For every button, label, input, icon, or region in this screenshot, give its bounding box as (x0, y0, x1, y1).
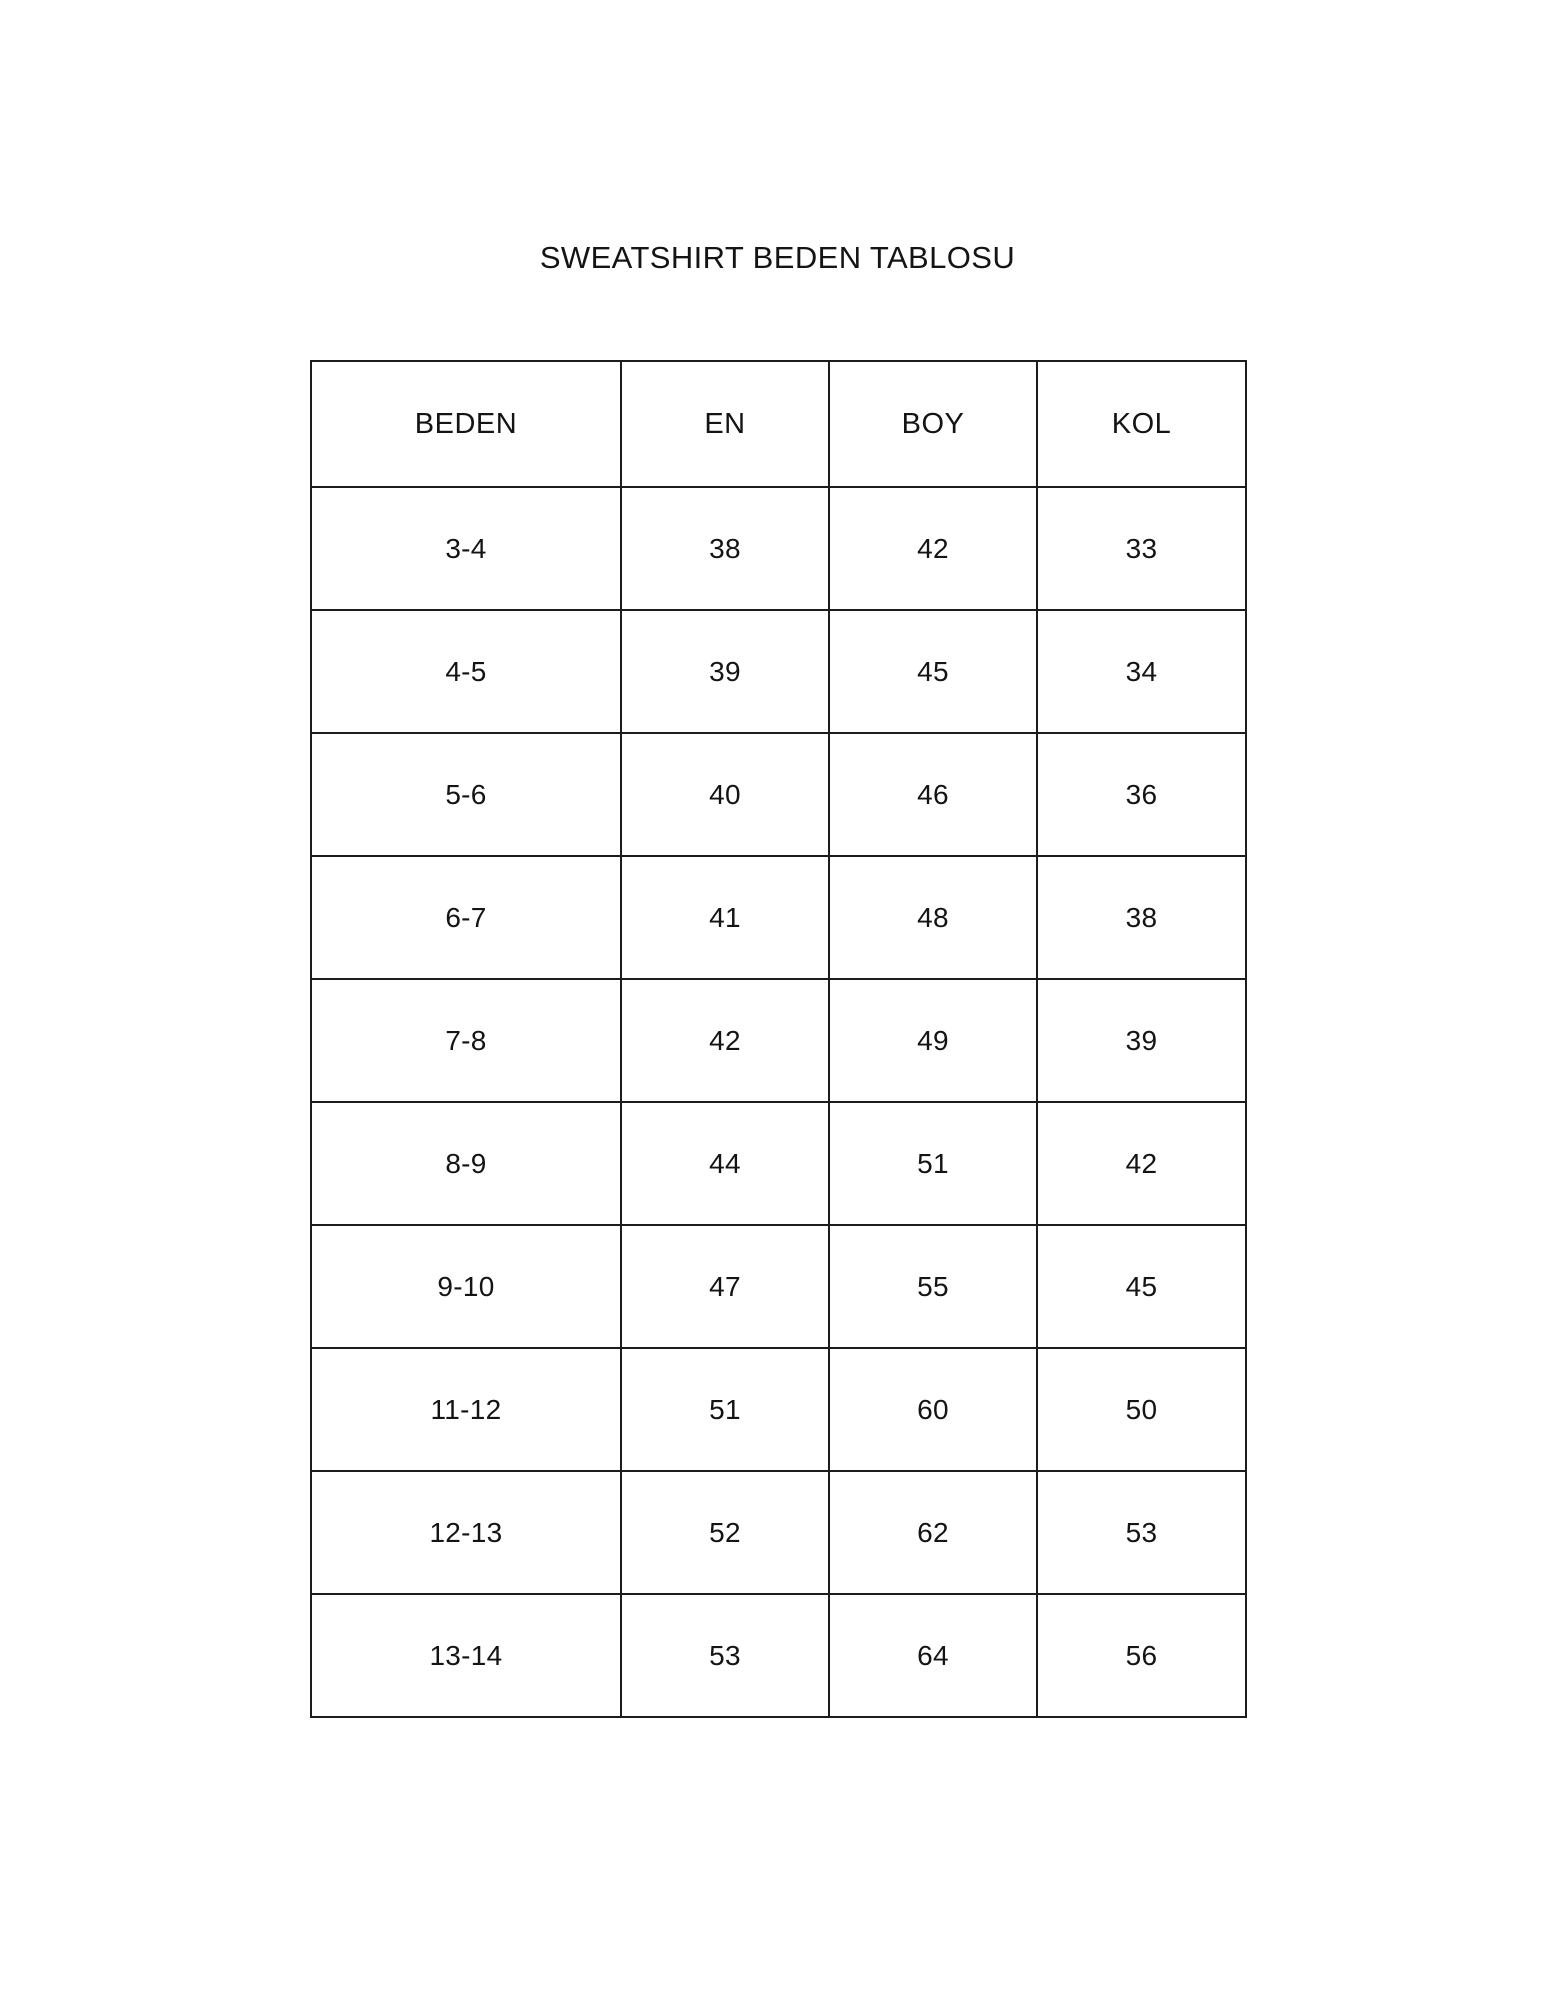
cell-kol: 39 (1037, 979, 1246, 1102)
cell-beden: 8-9 (311, 1102, 621, 1225)
cell-beden: 4-5 (311, 610, 621, 733)
cell-boy: 55 (829, 1225, 1037, 1348)
cell-boy: 62 (829, 1471, 1037, 1594)
cell-kol: 38 (1037, 856, 1246, 979)
cell-boy: 51 (829, 1102, 1037, 1225)
table-row (311, 856, 1246, 979)
cell-en: 53 (621, 1594, 829, 1717)
cell-kol: 53 (1037, 1471, 1246, 1594)
column-header-kol: KOL (1037, 361, 1246, 487)
table-row (311, 610, 1246, 733)
table-row (311, 1102, 1246, 1225)
cell-kol: 56 (1037, 1594, 1246, 1717)
cell-kol: 50 (1037, 1348, 1246, 1471)
size-chart-container (310, 360, 1245, 1718)
page-title: SWEATSHIRT BEDEN TABLOSU (539, 240, 1016, 275)
table-body (311, 487, 1246, 1717)
table-header (311, 361, 1246, 487)
cell-kol: 34 (1037, 610, 1246, 733)
cell-kol: 33 (1037, 487, 1246, 610)
cell-en: 47 (621, 1225, 829, 1348)
cell-en: 51 (621, 1348, 829, 1471)
cell-en: 42 (621, 979, 829, 1102)
column-header-beden: BEDEN (311, 361, 621, 487)
cell-boy: 64 (829, 1594, 1037, 1717)
cell-kol: 42 (1037, 1102, 1246, 1225)
table-row (311, 979, 1246, 1102)
table-row (311, 487, 1246, 610)
cell-en: 44 (621, 1102, 829, 1225)
cell-beden: 13-14 (311, 1594, 621, 1717)
cell-en: 40 (621, 733, 829, 856)
cell-beden: 6-7 (311, 856, 621, 979)
cell-boy: 60 (829, 1348, 1037, 1471)
table-row (311, 1594, 1246, 1717)
cell-en: 41 (621, 856, 829, 979)
cell-boy: 42 (829, 487, 1037, 610)
cell-boy: 48 (829, 856, 1037, 979)
cell-boy: 49 (829, 979, 1037, 1102)
cell-en: 38 (621, 487, 829, 610)
cell-kol: 45 (1037, 1225, 1246, 1348)
cell-kol: 36 (1037, 733, 1246, 856)
cell-en: 39 (621, 610, 829, 733)
size-chart-table (310, 360, 1247, 1718)
cell-boy: 45 (829, 610, 1037, 733)
table-header-row (311, 361, 1246, 487)
cell-beden: 9-10 (311, 1225, 621, 1348)
cell-beden: 3-4 (311, 487, 621, 610)
cell-beden: 7-8 (311, 979, 621, 1102)
table-row (311, 1225, 1246, 1348)
column-header-boy: BOY (829, 361, 1037, 487)
cell-beden: 11-12 (311, 1348, 621, 1471)
table-row (311, 1348, 1246, 1471)
cell-beden: 12-13 (311, 1471, 621, 1594)
column-header-en: EN (621, 361, 829, 487)
cell-en: 52 (621, 1471, 829, 1594)
table-row (311, 1471, 1246, 1594)
table-row (311, 733, 1246, 856)
cell-beden: 5-6 (311, 733, 621, 856)
cell-boy: 46 (829, 733, 1037, 856)
